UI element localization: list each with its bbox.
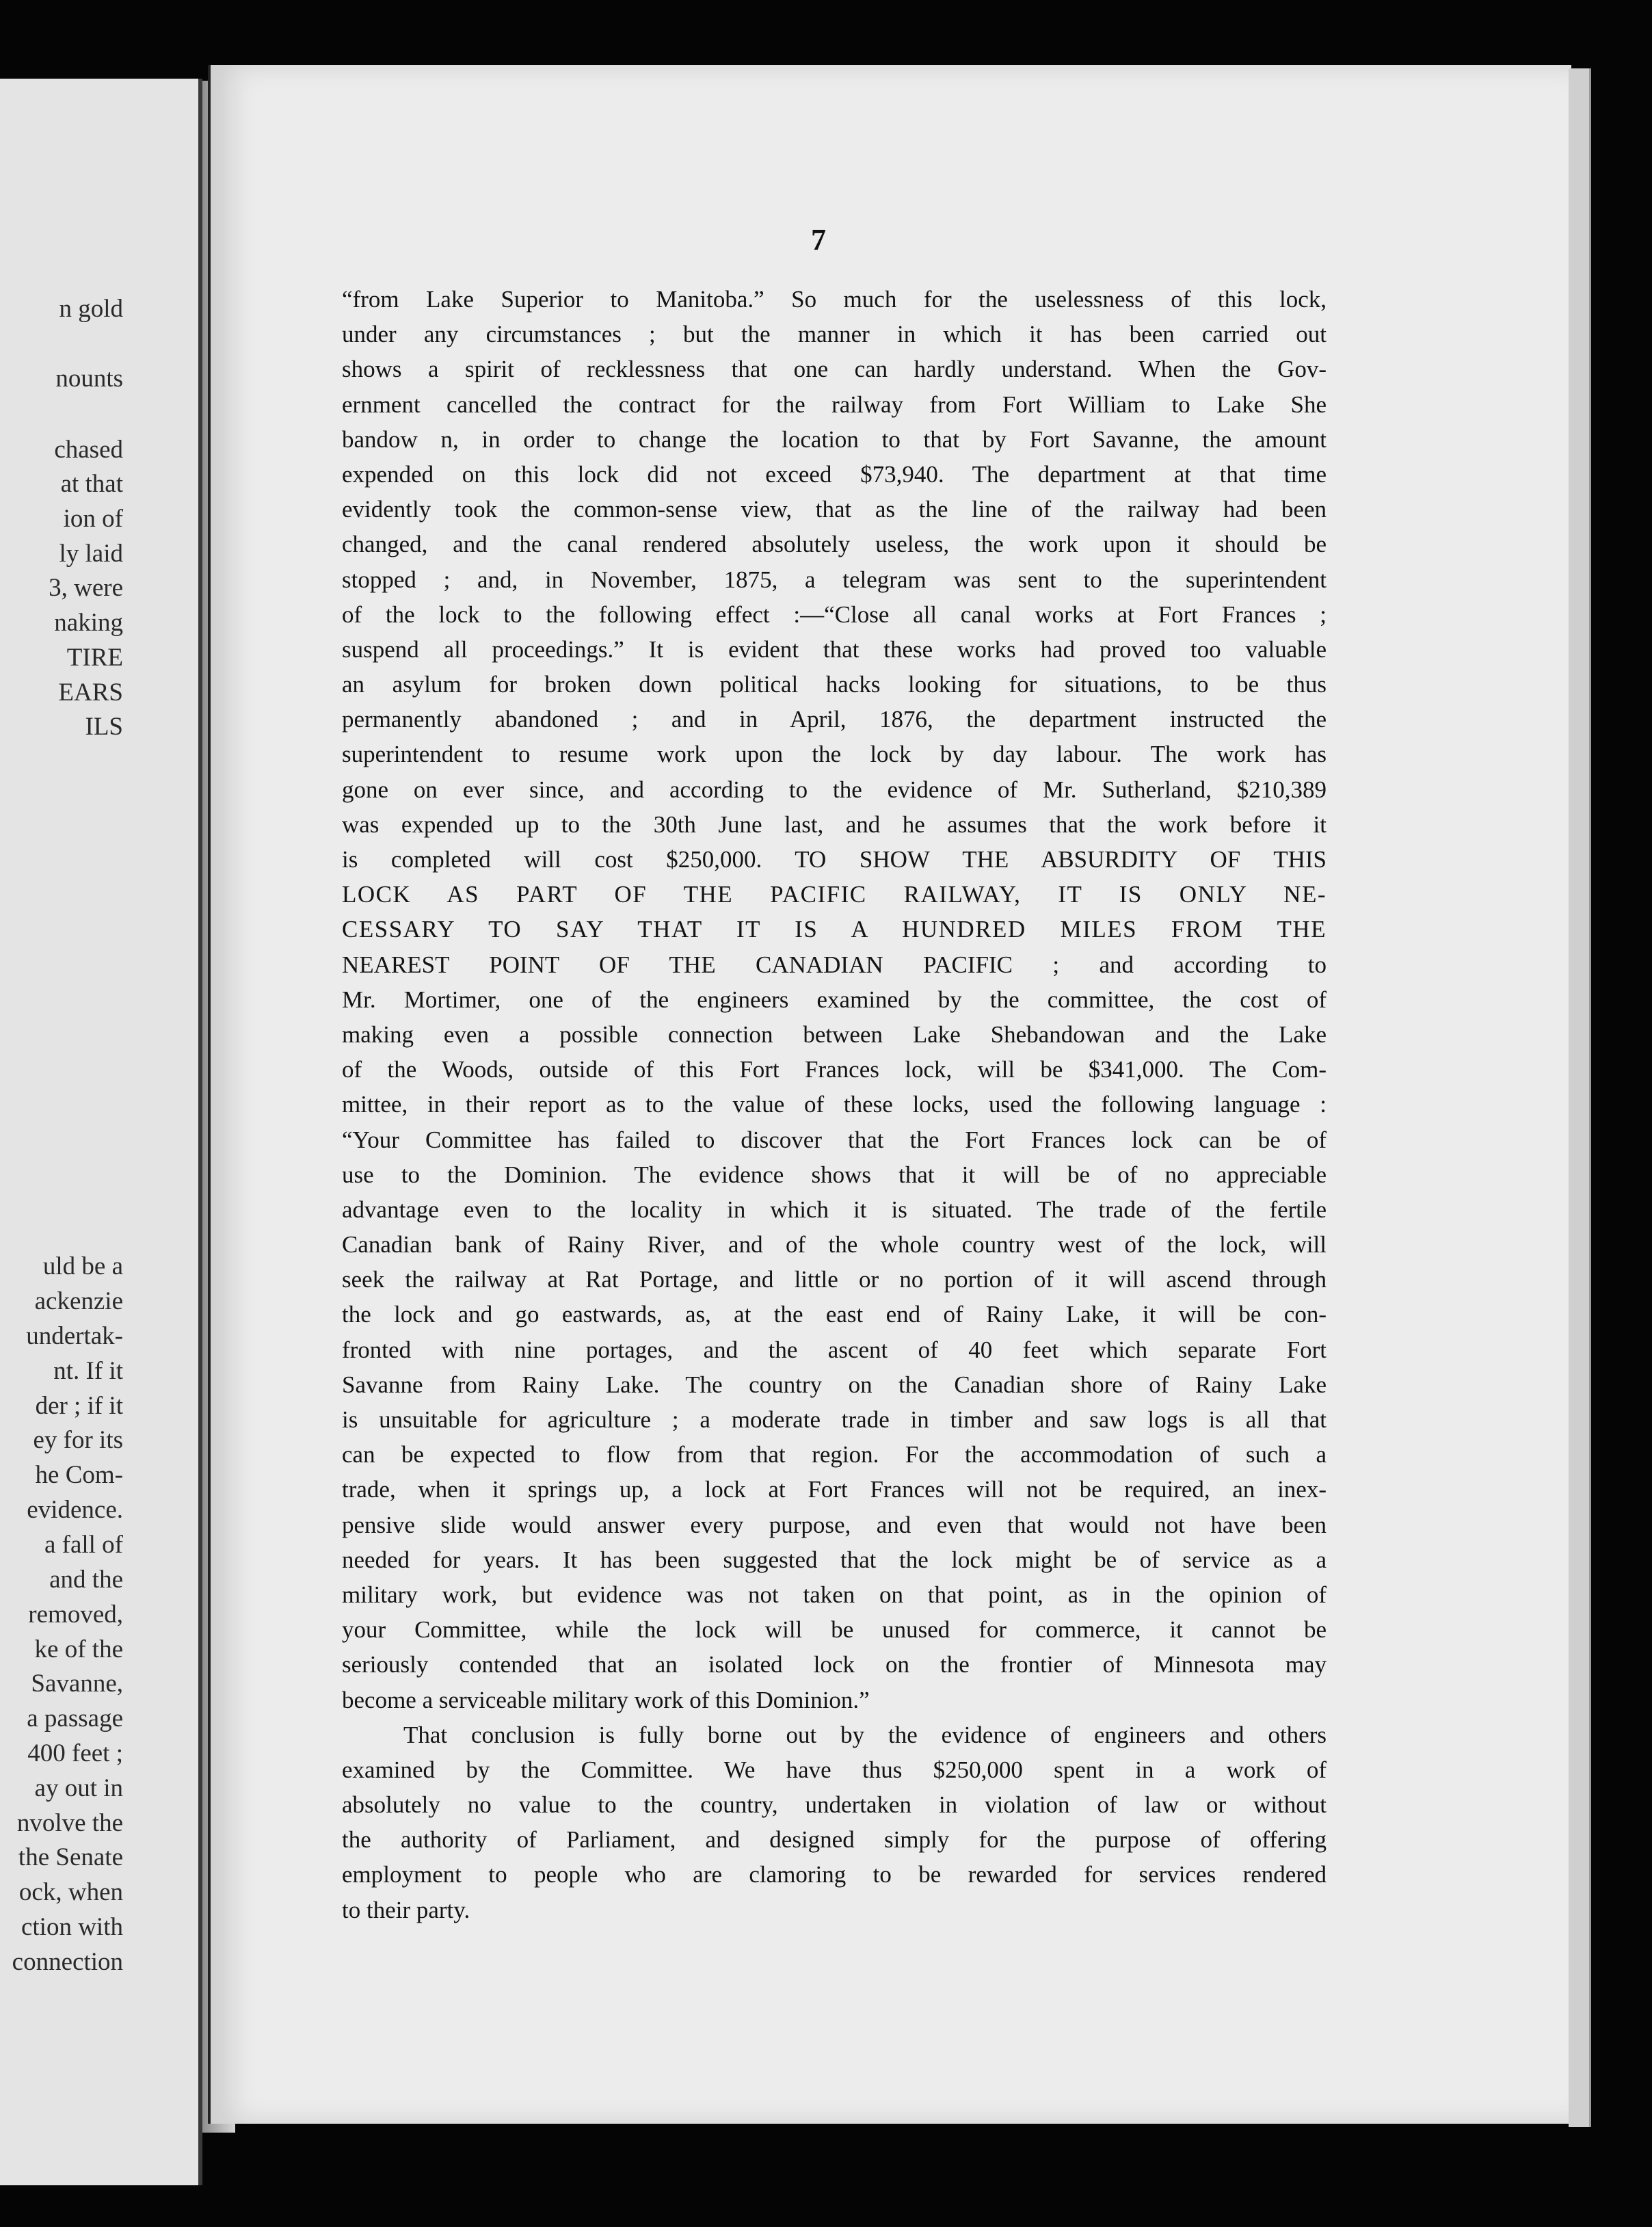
text-line: mittee, in their report as to the value of these locks, used the following language : xyxy=(342,1091,1327,1118)
left-page-fragment: nt. If it xyxy=(53,1357,123,1385)
left-page-fragment: removed, xyxy=(28,1600,123,1629)
text-line: NEAREST POINT OF THE CANADIAN PACIFIC ; and according to xyxy=(342,951,1327,978)
text-line: absolutely no value to the country, undertaken in violation of law or without xyxy=(342,1791,1327,1819)
left-page-fragment: TIRE xyxy=(66,644,123,672)
left-page-fragment: der ; if it xyxy=(35,1392,123,1420)
text-line: changed, and the canal rendered absolutely useless, the work upon it should be xyxy=(342,531,1327,558)
left-page-fragment: a passage xyxy=(27,1704,123,1732)
left-page-fragment: n gold xyxy=(59,295,123,323)
text-line: stopped ; and, in November, 1875, a telegram was sent to the superintendent xyxy=(342,566,1327,593)
text-line: use to the Dominion. The evidence shows that it will be of no appreciable xyxy=(342,1161,1327,1188)
text-line: superintendent to resume work upon the lock by day labour. The work has xyxy=(342,741,1327,768)
body-text xyxy=(342,282,1327,1927)
left-page-fragment: uld be a xyxy=(42,1252,123,1280)
text-line: seriously contended that an isolated lock on the frontier of Minnesota may xyxy=(342,1651,1327,1678)
left-page-fragment: ction with xyxy=(21,1913,123,1941)
left-page-fragment: Savanne, xyxy=(31,1670,123,1698)
left-page-fragment: undertak- xyxy=(26,1322,123,1350)
text-line: ernment cancelled the contract for the railway from Fort William to Lake She xyxy=(342,391,1327,418)
text-line: under any circumstances ; but the manner in which it has been carried out xyxy=(342,321,1327,348)
left-page-fragment: 400 feet ; xyxy=(27,1739,123,1767)
left-page-fragment: ion of xyxy=(63,505,123,533)
left-page-fragment: chased xyxy=(54,436,123,464)
text-line: LOCK AS PART OF THE PACIFIC RAILWAY, IT IS ONLY NE- xyxy=(342,881,1327,908)
text-line: to their party. xyxy=(342,1896,470,1923)
text-line: “from Lake Superior to Manitoba.” So much for the uselessness of this lock, xyxy=(342,286,1327,313)
text-line: Mr. Mortimer, one of the engineers examined by the committee, the cost of xyxy=(342,986,1327,1013)
text-line: “Your Committee has failed to discover that the Fort Frances lock can be of xyxy=(342,1126,1327,1153)
text-line: was expended up to the 30th June last, and he assumes that the work before it xyxy=(342,811,1327,838)
left-page-fragment: he Com- xyxy=(35,1461,123,1489)
left-page-fragment: the Senate xyxy=(18,1843,123,1871)
left-page-fragment: nvolve the xyxy=(16,1809,123,1837)
text-line: Canadian bank of Rainy River, and of the whole country west of the lock, will xyxy=(342,1231,1327,1259)
left-page-fragment: ly laid xyxy=(59,540,123,568)
text-line: Savanne from Rainy Lake. The country on the Canadian shore of Rainy Lake xyxy=(342,1371,1327,1398)
text-line: can be expected to flow from that region. For the accommodation of such a xyxy=(342,1441,1327,1468)
text-line: the lock and go eastwards, as, at the east end of Rainy Lake, it will be con- xyxy=(342,1301,1327,1328)
text-line: That conclusion is fully borne out by the evidence of engineers and others xyxy=(403,1721,1327,1748)
text-line: permanently abandoned ; and in April, 1876, the department instructed the xyxy=(342,706,1327,733)
text-line: is completed will cost $250,000. TO SHOW THE ABSURDITY OF THIS xyxy=(342,846,1327,873)
text-line: examined by the Committee. We have thus $250,000 spent in a work of xyxy=(342,1756,1327,1783)
left-page-fragment: ke of the xyxy=(34,1635,123,1663)
left-page-fragment: and the xyxy=(49,1566,123,1594)
text-line: advantage even to the locality in which it is situated. The trade of the fertile xyxy=(342,1196,1327,1223)
left-page-fragment: ey for its xyxy=(33,1426,123,1454)
left-page xyxy=(0,79,202,2185)
text-line: suspend all proceedings.” It is evident that these works had proved too valuable xyxy=(342,635,1327,663)
text-line: evidently took the common-sense view, that as the line of the railway had been xyxy=(342,496,1327,523)
left-page-fragment: a fall of xyxy=(44,1531,123,1559)
text-line: CESSARY TO SAY THAT IT IS A HUNDRED MILES FROM THE xyxy=(342,916,1327,943)
left-page-fragment: EARS xyxy=(58,678,123,707)
text-line: needed for years. It has been suggested that the lock might be of service as a xyxy=(342,1546,1327,1573)
text-line: fronted with nine portages, and the ascent of 40 feet which separate Fort xyxy=(342,1336,1327,1363)
text-line: military work, but evidence was not taken on that point, as in the opinion of xyxy=(342,1581,1327,1608)
text-line: of the Woods, outside of this Fort Frances lock, will be $341,000. The Com- xyxy=(342,1056,1327,1083)
text-line: employment to people who are clamoring to be rewarded for services rendered xyxy=(342,1861,1327,1888)
text-line: seek the railway at Rat Portage, and little or no portion of it will ascend through xyxy=(342,1266,1327,1293)
text-line: the authority of Parliament, and designed simply for the purpose of offering xyxy=(342,1826,1327,1854)
text-line: shows a spirit of recklessness that one can hardly understand. When the Gov- xyxy=(342,356,1327,383)
page-edge xyxy=(1569,68,1591,2127)
left-page-fragment: connection xyxy=(12,1948,123,1976)
text-line: trade, when it springs up, a lock at Fort Frances will not be required, an inex- xyxy=(342,1476,1327,1503)
text-line: making even a possible connection between Lake Shebandowan and the Lake xyxy=(342,1020,1327,1048)
text-line: pensive slide would answer every purpose, and even that would not have been xyxy=(342,1511,1327,1538)
left-page-fragment: naking xyxy=(54,609,123,637)
text-line: expended on this lock did not exceed $73,940. The department at that time xyxy=(342,460,1327,488)
text-line: become a serviceable military work of this Dominion.” xyxy=(342,1686,870,1713)
left-page-fragment: evidence. xyxy=(27,1496,123,1524)
text-line: bandow n, in order to change the location to that by Fort Savanne, the amount xyxy=(342,425,1327,453)
left-page-fragment: ackenzie xyxy=(34,1287,123,1315)
left-page-fragment: ock, when xyxy=(18,1878,123,1906)
left-page-fragment: at that xyxy=(60,470,123,498)
text-line: an asylum for broken down political hacks looking for situations, to be thus xyxy=(342,671,1327,698)
text-line: gone on ever since, and according to the evidence of Mr. Sutherland, $210,389 xyxy=(342,776,1327,803)
left-page-fragment: ay out in xyxy=(34,1774,123,1802)
text-line: is unsuitable for agriculture ; a moderate trade in timber and saw logs is all that xyxy=(342,1406,1327,1433)
left-page-fragment: ILS xyxy=(85,713,123,741)
page-number: 7 xyxy=(811,223,826,256)
text-line: of the lock to the following effect :—“Close all canal works at Fort Frances ; xyxy=(342,601,1327,628)
text-line: your Committee, while the lock will be unused for commerce, it cannot be xyxy=(342,1616,1327,1644)
left-page-fragment: nounts xyxy=(55,365,123,393)
left-page-fragment: 3, were xyxy=(49,574,123,602)
